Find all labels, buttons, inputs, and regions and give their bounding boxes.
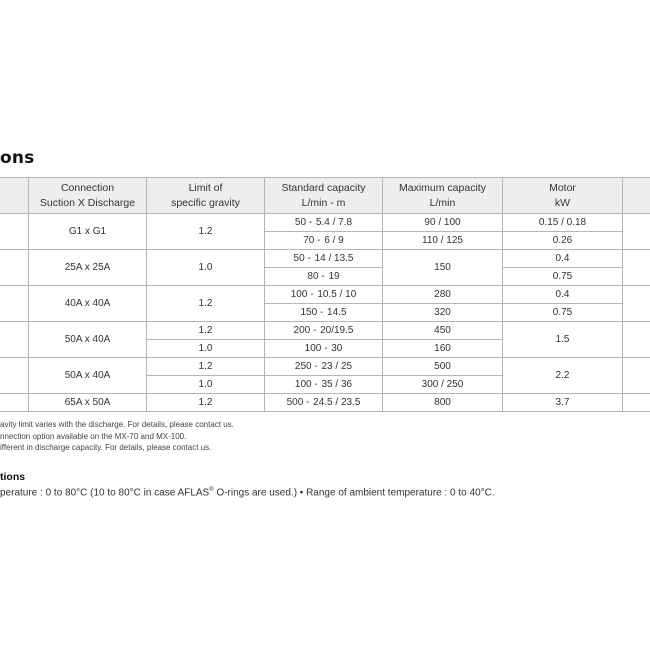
- std-capacity-cell: 150 - 14.5: [265, 304, 383, 322]
- extra-cell: [623, 322, 650, 358]
- footnote: nnection option available on the MX-70 and MX-100.: [0, 431, 187, 441]
- extra-cell: [623, 250, 650, 286]
- conditions-text: perature : 0 to 80°C (10 to 80°C in case AFLAS® O-rings are used.) • Range of ambient temperature : 0 to 40°C.: [0, 487, 495, 499]
- gravity-cell: 1.2: [147, 322, 265, 340]
- std-capacity-cell: 100 - 30: [265, 340, 383, 358]
- connection-cell: 50A x 40A: [29, 322, 147, 358]
- max-capacity-cell: 800: [383, 394, 503, 412]
- std-capacity-cell: 50 - 14 / 13.5: [265, 250, 383, 268]
- table-row: [0, 250, 650, 268]
- max-capacity-cell: 450: [383, 322, 503, 340]
- header-max-capacity: Maximum capacity L/min: [383, 178, 503, 214]
- max-capacity-cell: 500: [383, 358, 503, 376]
- max-capacity-cell: 300 / 250: [383, 376, 503, 394]
- std-capacity-cell: 100 - 10.5 / 10: [265, 286, 383, 304]
- motor-cell: 0.4: [503, 250, 623, 268]
- gravity-cell: 1.0: [147, 376, 265, 394]
- model-cell: [0, 358, 29, 394]
- gravity-cell: 1.2: [147, 214, 265, 250]
- footnote: ifferent in discharge capacity. For details, please contact us.: [0, 443, 212, 452]
- connection-cell: 40A x 40A: [29, 286, 147, 322]
- table-row: [0, 358, 650, 376]
- table-row: [0, 394, 650, 412]
- gravity-cell: 1.2: [147, 286, 265, 322]
- extra-cell: [623, 214, 650, 250]
- max-capacity-cell: 320: [383, 304, 503, 322]
- gravity-cell: 1.0: [147, 250, 265, 286]
- extra-cell: [623, 394, 650, 412]
- table-row: [0, 286, 650, 304]
- connection-cell: 65A x 50A: [29, 394, 147, 412]
- max-capacity-cell: 160: [383, 340, 503, 358]
- specifications-table: [0, 177, 650, 412]
- std-capacity-cell: 500 - 24.5 / 23.5: [265, 394, 383, 412]
- connection-cell: 25A x 25A: [29, 250, 147, 286]
- header-extra: [623, 178, 650, 214]
- motor-cell: 1.5: [503, 322, 623, 358]
- table-row: [0, 322, 650, 340]
- max-capacity-cell: 110 / 125: [383, 232, 503, 250]
- gravity-cell: 1.2: [147, 394, 265, 412]
- registered-mark: ®: [209, 487, 214, 493]
- table-row: [0, 214, 650, 232]
- model-cell: [0, 214, 29, 250]
- header-connection: Connection Suction X Discharge: [29, 178, 147, 214]
- footnote: avity limit varies with the discharge. For details, please contact us.: [0, 420, 234, 429]
- footnotes: [0, 419, 234, 454]
- motor-cell: 0.75: [503, 268, 623, 286]
- std-capacity-cell: 50 - 5.4 / 7.8: [265, 214, 383, 232]
- max-capacity-cell: 150: [383, 250, 503, 286]
- motor-cell: 0.26: [503, 232, 623, 250]
- motor-cell: 0.75: [503, 304, 623, 322]
- conditions-title: tions: [0, 471, 26, 483]
- max-capacity-cell: 90 / 100: [383, 214, 503, 232]
- header-model: [0, 178, 29, 214]
- gravity-cell: 1.0: [147, 340, 265, 358]
- std-capacity-cell: 250 - 23 / 25: [265, 358, 383, 376]
- connection-cell: 50A x 40A: [29, 358, 147, 394]
- model-cell: [0, 322, 29, 358]
- section-title: ons: [0, 148, 35, 168]
- max-capacity-cell: 280: [383, 286, 503, 304]
- motor-cell: 3.7: [503, 394, 623, 412]
- gravity-cell: 1.2: [147, 358, 265, 376]
- std-capacity-cell: 70 - 6 / 9: [265, 232, 383, 250]
- header-motor: Motor kW: [503, 178, 623, 214]
- connection-cell: G1 x G1: [29, 214, 147, 250]
- header-std-capacity: Standard capacity L/min - m: [265, 178, 383, 214]
- model-cell: [0, 394, 29, 412]
- std-capacity-cell: 200 - 20/19.5: [265, 322, 383, 340]
- model-cell: [0, 250, 29, 286]
- motor-cell: 0.15 / 0.18: [503, 214, 623, 232]
- table-header-row: [0, 178, 650, 214]
- std-capacity-cell: 100 - 35 / 36: [265, 376, 383, 394]
- extra-cell: [623, 358, 650, 394]
- model-cell: [0, 286, 29, 322]
- extra-cell: [623, 286, 650, 322]
- header-gravity: Limit of specific gravity: [147, 178, 265, 214]
- motor-cell: 0.4: [503, 286, 623, 304]
- std-capacity-cell: 80 - 19: [265, 268, 383, 286]
- motor-cell: 2.2: [503, 358, 623, 394]
